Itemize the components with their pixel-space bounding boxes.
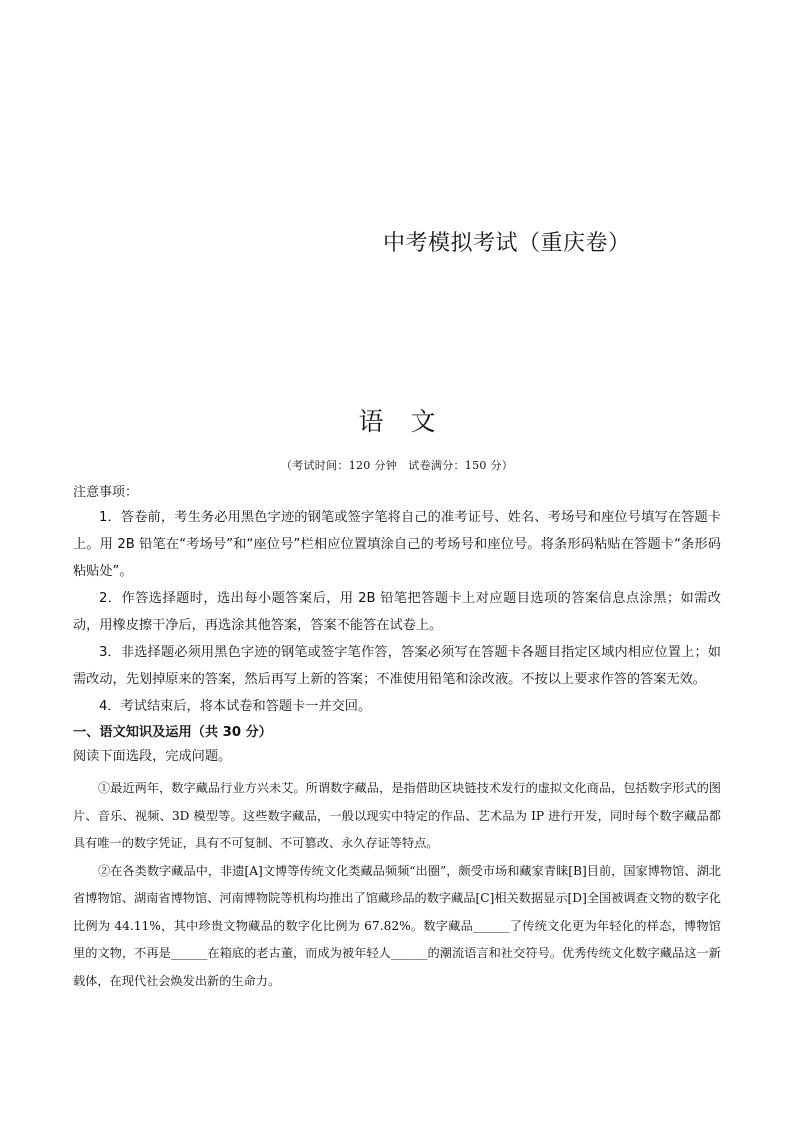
notice-label: 注意事项： — [73, 485, 139, 500]
passage-paragraph-1: ①最近两年，数字藏品行业方兴未艾。所谓数字藏品，是指借助区块链技术发行的虚拟文化商品，包括数字形式的图片、音乐、视频、3D 模型等。这些数字藏品，一般以现实中特定的作品、艺术品为 IP 进行开发，同时每个数字藏品都具有唯一的数字凭证，具有不可复制、不可篡改、永久存证等特点。 — [73, 781, 721, 850]
exam-info: （考试时间：120 分钟 试卷满分：150 分） — [280, 459, 514, 472]
passage-paragraph-2: ②在各类数字藏品中，非遗[A]文博等传统文化类藏品频频“出圈”，颇受市场和藏家青睐[B]目前，国家博物馆、湖北省博物馆、湖南省博物馆、河南博物院等机构均推出了馆藏珍品的数字藏品[C]相关数据显示[D]全国被调查文物的数字化比例为 44.11%，其中珍贵文物藏品的数字化比例为 67.82%。数字藏品______了传统文化更为年轻化的样态，博物馆里的文物，不再是______在箱底的老古董，而成为被年轻人______的潮流语言和社交符号。优秀传统文化数字藏品这一新载体，在现代社会焕发出新的生命力。 — [73, 863, 721, 988]
subject-title: 语文 — [358, 407, 463, 436]
notice-item-3: 3．非选择题必须用黑色字迹的钢笔或签字笔作答，答案必须写在答题卡各题目指定区域内相应位置上；如需改动，先划掉原来的答案，然后再写上新的答案；不准使用铅笔和涂改液。不按以上要求作答的答案无效。 — [73, 645, 721, 687]
section-heading: 一、语文知识及运用（共 30 分） — [73, 725, 272, 740]
reading-prompt: 阅读下面选段，完成问题。 — [73, 749, 232, 764]
notice-item-2: 2．作答选择题时，选出每小题答案后，用 2B 铅笔把答题卡上对应题目选项的答案信息点涂黑；如需改动，用橡皮擦干净后，再选涂其他答案，答案不能答在试卷上。 — [73, 591, 721, 633]
exam-title: 中考模拟考试（重庆卷） — [383, 231, 631, 256]
notice-item-1: 1．答卷前，考生务必用黑色字迹的钢笔或签字笔将自己的准考证号、姓名、考场号和座位号填写在答题卡上。用 2B 铅笔在“考场号”和“座位号”栏相应位置填涂自己的考场号和座位号。将条形码粘贴在答题卡“条形码粘贴处”。 — [73, 510, 721, 579]
exam-content — [73, 482, 721, 995]
notice-item-4: 4．考试结束后，将本试卷和答题卡一并交回。 — [99, 699, 372, 714]
